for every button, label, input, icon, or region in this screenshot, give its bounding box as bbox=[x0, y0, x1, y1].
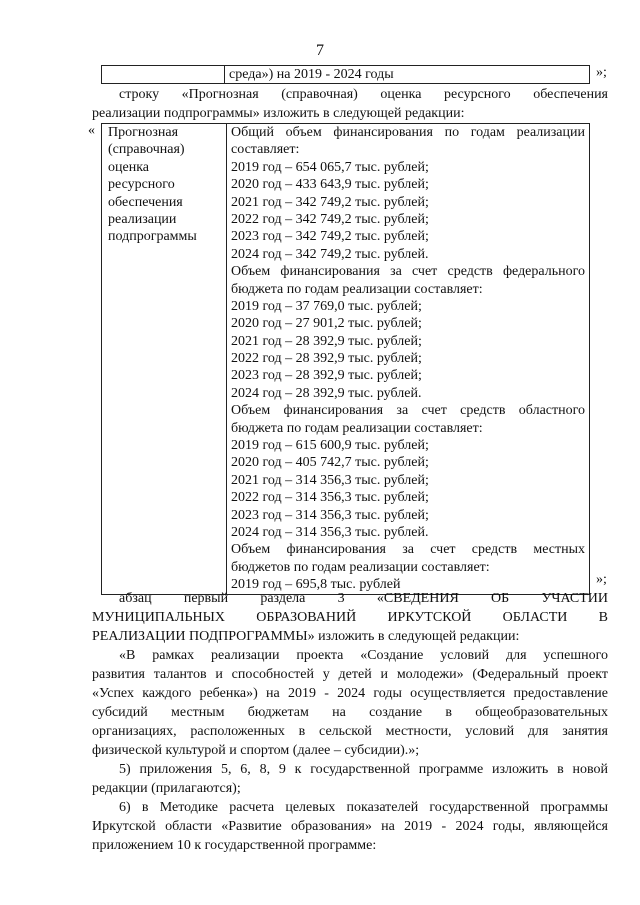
value-line: бюджета по годам реализации составляет: bbox=[231, 420, 483, 436]
body-line: «Успех каждого ребенка») на 2019 - 2024 годы осуществляется предоставление bbox=[92, 686, 608, 701]
label-line: подпрограммы bbox=[108, 229, 197, 245]
body-line: РЕАЛИЗАЦИИ ПОДПРОГРАММЫ» изложить в следующей редакции: bbox=[92, 629, 520, 644]
value-line: 2022 год – 28 392,9 тыс. рублей; bbox=[231, 351, 422, 367]
value-line: 2020 год – 27 901,2 тыс. рублей; bbox=[231, 316, 422, 332]
value-line: бюджета по годам реализации составляет: bbox=[231, 281, 483, 297]
label-line: оценка bbox=[108, 159, 150, 175]
value-line: 2020 год – 433 643,9 тыс. рублей; bbox=[231, 177, 429, 193]
value-line: составляет: bbox=[231, 142, 300, 158]
body-line: Иркутской области «Развитие образования» на 2019 - 2024 годы, являющейся bbox=[92, 819, 608, 834]
top-table-fragment bbox=[101, 65, 590, 84]
body-line: физической культурой и спортом (далее – субсидии).»; bbox=[92, 743, 420, 758]
value-line: 2019 год – 37 769,0 тыс. рублей; bbox=[231, 298, 422, 314]
intro-paragraph bbox=[92, 85, 608, 123]
value-line: 2019 год – 695,8 тыс. рублей bbox=[231, 577, 401, 593]
top-table-end-mark: »; bbox=[596, 65, 607, 80]
label-line: ресурсного bbox=[108, 177, 175, 193]
quote-open-mark: « bbox=[88, 123, 95, 138]
body-line: 6) в Методике расчета целевых показателей государственной программы bbox=[119, 800, 608, 815]
value-line: 2021 год – 314 356,3 тыс. рублей; bbox=[231, 472, 429, 488]
resource-table-label-cell bbox=[102, 124, 227, 595]
intro-line: реализации подпрограммы» изложить в следующей редакции: bbox=[92, 106, 465, 121]
body-line: абзац первый раздела 3 «СВЕДЕНИЯ ОБ УЧАСТИИ bbox=[119, 591, 608, 606]
body-line: развития талантов и способностей у детей и молодежи» (Федеральный проект bbox=[92, 667, 608, 682]
top-table-right-cell: среда») на 2019 - 2024 годы bbox=[225, 66, 590, 84]
resource-table bbox=[101, 123, 590, 595]
body-line: приложением 10 к государственной программе: bbox=[92, 838, 377, 853]
label-line: обеспечения bbox=[108, 194, 183, 210]
value-line: 2024 год – 28 392,9 тыс. рублей. bbox=[231, 385, 422, 401]
value-line: 2022 год – 342 749,2 тыс. рублей; bbox=[231, 211, 429, 227]
value-line: Объем финансирования за счет средств федерального bbox=[231, 264, 585, 280]
value-line: 2024 год – 342 749,2 тыс. рублей. bbox=[231, 246, 429, 262]
value-line: 2019 год – 654 065,7 тыс. рублей; bbox=[231, 159, 429, 175]
value-line: 2024 год – 314 356,3 тыс. рублей. bbox=[231, 524, 429, 540]
top-table-left-cell bbox=[102, 66, 225, 84]
body-line: МУНИЦИПАЛЬНЫХ ОБРАЗОВАНИЙ ИРКУТСКОЙ ОБЛАСТИ В bbox=[92, 610, 608, 625]
resource-table-value-cell bbox=[227, 124, 590, 595]
label-line: Прогнозная bbox=[108, 125, 179, 140]
value-line: 2023 год – 28 392,9 тыс. рублей; bbox=[231, 368, 422, 384]
table-end-mark: »; bbox=[596, 572, 607, 587]
value-line: 2021 год – 342 749,2 тыс. рублей; bbox=[231, 194, 429, 210]
body-line: 5) приложения 5, 6, 8, 9 к государственной программе изложить в новой bbox=[119, 762, 608, 777]
body-line: субсидий местным бюджетам на создание в общеобразовательных bbox=[92, 705, 608, 720]
body-line: «В рамках реализации проекта «Создание условий для успешного bbox=[119, 648, 608, 663]
body-line: организациях, расположенных в сельской местности, условий для занятия bbox=[92, 724, 608, 739]
value-line: 2019 год – 615 600,9 тыс. рублей; bbox=[231, 438, 429, 454]
value-line: 2022 год – 314 356,3 тыс. рублей; bbox=[231, 490, 429, 506]
label-line: (справочная) bbox=[108, 142, 185, 158]
body-text bbox=[92, 589, 608, 855]
value-line: 2020 год – 405 742,7 тыс. рублей; bbox=[231, 455, 429, 471]
body-line: редакции (прилагаются); bbox=[92, 781, 241, 796]
page-number: 7 bbox=[316, 42, 324, 59]
value-line: Общий объем финансирования по годам реализации bbox=[231, 125, 585, 140]
value-line: Объем финансирования за счет средств областного bbox=[231, 403, 585, 419]
label-line: реализации bbox=[108, 211, 177, 227]
value-line: бюджетов по годам реализации составляет: bbox=[231, 559, 490, 575]
value-line: 2023 год – 314 356,3 тыс. рублей; bbox=[231, 507, 429, 523]
intro-line: строку «Прогнозная (справочная) оценка ресурсного обеспечения bbox=[119, 87, 608, 102]
value-line: 2023 год – 342 749,2 тыс. рублей; bbox=[231, 229, 429, 245]
value-line: Объем финансирования за счет средств местных bbox=[231, 542, 585, 558]
value-line: 2021 год – 28 392,9 тыс. рублей; bbox=[231, 333, 422, 349]
